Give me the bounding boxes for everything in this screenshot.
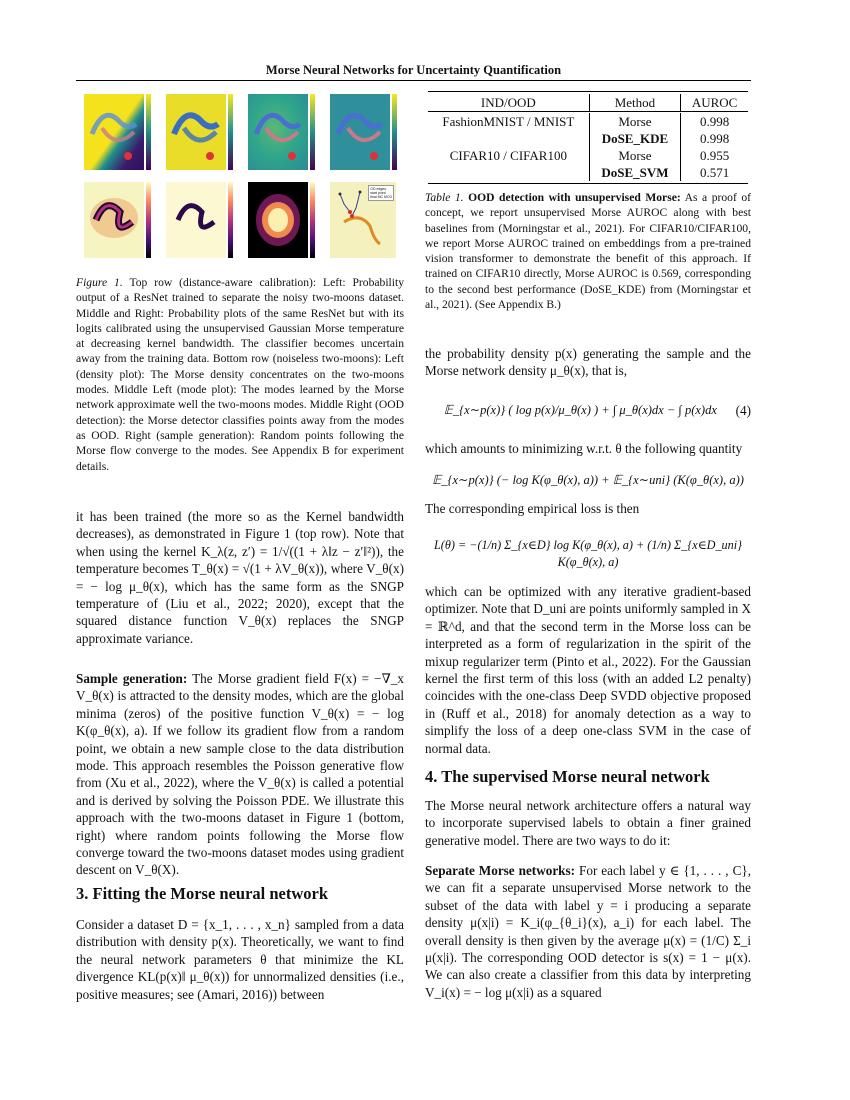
figure-bottom-row — [80, 180, 402, 262]
figure-label: Figure 1. — [76, 276, 123, 289]
table-1 — [428, 91, 748, 184]
section-4-paragraph: The Morse neural network architecture offers a natural way to incorporate supervised labels to obtain a finer grained generative model. There are two ways to do it: — [425, 798, 751, 848]
calibrated-probability-plot-2 — [244, 92, 320, 174]
section-4-heading: 4. The supervised Morse neural network — [425, 767, 710, 786]
section-3-heading: 3. Fitting the Morse neural network — [76, 884, 329, 903]
right-paragraph-1: the probability density p(x) generating the sample and the Morse network density μ_θ(x), that is, — [425, 346, 751, 379]
sample-generation-plot — [326, 180, 402, 262]
left-paragraph-1: it has been trained (the more so as the Kernel bandwidth decreases), as demonstrated in Figure 1 (top row). Note that when using the kernel K_λ(z, z′) = 1/√((1 + λ‖z − z′‖²)), the temperature becomes T_θ(x) = √(1 + λV_θ(x)), where V_θ(x) = − log μ_θ(x), which has the same form as the SNGP temperature of (Liu et al., 2022; 2020), except that the squared distance function V_θ(x) replaces the SNGP approximate variance. — [76, 509, 404, 646]
figure-top-row — [80, 92, 402, 174]
sample-generation-title: Sample generation: — [76, 671, 188, 686]
figure-1 — [80, 92, 402, 268]
calibrated-probability-plot-1 — [162, 92, 238, 174]
table-row: CIFAR10 / CIFAR100 Morse 0.955 — [428, 147, 748, 164]
table-row: DoSE_SVM 0.571 — [428, 164, 748, 181]
results-table — [428, 94, 748, 181]
header-rule — [76, 80, 751, 81]
right-paragraph-2: which amounts to minimizing w.r.t. θ the following quantity — [425, 441, 743, 456]
right-paragraph-4: which can be optimized with any iterative gradient-based optimizer. Note that D_uni are points uniformly sampled in X = ℝ^d, and that the second term in the Morse loss can be interpreted as a form of regularization in the spirit of the mixup regularizer term (Pinto et al., 2022). For the Gaussian kernel the first term of this loss (with an added L2 penalty) coincides with the one-class Deep SVDD objective proposed in (Ruff et al., 2018) for anomaly detection as a way to simplify the loss of a deep one-class SVM in the case of normal data. — [425, 584, 751, 756]
running-title: Morse Neural Networks for Uncertainty Quantification — [265, 63, 562, 77]
morse-mode-plot — [162, 180, 238, 262]
table-row: FashionMNIST / MNIST Morse 0.998 — [428, 113, 748, 130]
table-header-row: IND/OOD Method AUROC — [428, 94, 748, 112]
separate-morse-paragraph: Separate Morse networks: For each label y ∈ {1, . . . , C}, we can fit a separate unsupervised Morse network to the subset of the data with label y = i producing a separate density μ(x|i) = K_i(φ_{θ_i}(x), a_i) for each label. The overall density is then given by the average μ(x) = (1/C) Σ_i μ(x|i). The corresponding OOD detector is s(x) = 1 − μ(x). We can also create a classifier from this data by interpreting V_i(x) = − log μ(x|i) as a squared — [425, 863, 751, 1000]
sample-generation-paragraph: Sample generation: The Morse gradient field F(x) = −∇_x V_θ(x) is attracted to the density modes, which are the global minima (zeros) of the positive function V_θ(x) = − log K(φ_θ(x), a). If we follow its gradient flow from a random point, we obtain a new sample close to the data distribution mode. This approach resembles the Poisson generative flow from (Xu et al., 2022), where the V_θ(x) is called a potential and is derived by solving the Poisson PDE. We illustrate this approach with the two-moons dataset in Figure 1 (bottom, right) where random points following the Morse flow converge toward the two-moons dataset modes using gradient descent on V_θ(X). — [76, 671, 404, 878]
calibrated-probability-plot-3 — [326, 92, 402, 174]
table-row: DoSE_KDE 0.998 — [428, 130, 748, 147]
figure-1-caption — [76, 275, 404, 474]
resnet-probability-plot — [80, 92, 156, 174]
section-3-paragraph: Consider a dataset D = {x_1, . . . , x_n} sampled from a data distribution with density p(x). Theoretically, we want to find the neural network parameters θ that minimize the KL divergence KL(p(x)‖ μ_θ(x)) for unnormalized densities (i.e., positive measures; see (Amari, 2016)) between — [76, 917, 404, 1002]
equation-6: L(θ) = −(1/n) Σ_{x∈D} log K(φ_θ(x), a) + (1/n) Σ_{x∈D_uni} K(φ_θ(x), a) — [434, 538, 742, 570]
figure-legend: OD edges start point final MC MCD — [370, 187, 392, 199]
ood-detection-plot — [244, 180, 320, 262]
equation-5: 𝔼_{x∼p(x)} (− log K(φ_θ(x), a)) + 𝔼_{x∼uni} (K(φ_θ(x), a)) — [432, 473, 744, 487]
figure-caption-text: Top row (distance-aware calibration): Left: Probability output of a ResNet trained to separate the noisy two-moons dataset. Middle and Right: Probability plots of the same ResNet but with its logits calibrated using the unsupervised Gaussian Morse temperature at decreasing kernel bandwidth. The classifier becomes uncertain away from the training data. Bottom row (noiseless two-moons): Left (density plot): The Morse density concentrates on the two-moons modes. Middle Left (mode plot): The modes learned by the Morse network approximate well the two-moons modes. Middle Right (OOD detection): the Morse detector classifies points away from the modes as OOD. Right (sample generation): Random points following the Morse flow converge to the modes. See Appendix B for experiment details. — [76, 276, 404, 473]
table-1-caption: Table 1. OOD detection with unsupervised Morse: As a proof of concept, we report unsupervised Morse AUROC along with best baselines from (Morningstar et al., 2021). For CIFAR10/CIFAR100, we report Morse AUROC trained on embeddings from a pre-trained vision transformer to demonstrate the benefit of this approach. If trained on CIFAR10 directly, Morse AUROC is 0.569, corresponding to the second best performance (DoSE_KDE) from (Morningstar et al., 2021). (See Appendix B.) — [425, 191, 751, 312]
morse-density-plot — [80, 180, 156, 262]
right-paragraph-3: The corresponding empirical loss is then — [425, 501, 640, 516]
equation-4: 𝔼_{x∼p(x)} ( log p(x)/μ_θ(x) ) + ∫ μ_θ(x)dx − ∫ p(x)dx (4) — [443, 403, 751, 418]
